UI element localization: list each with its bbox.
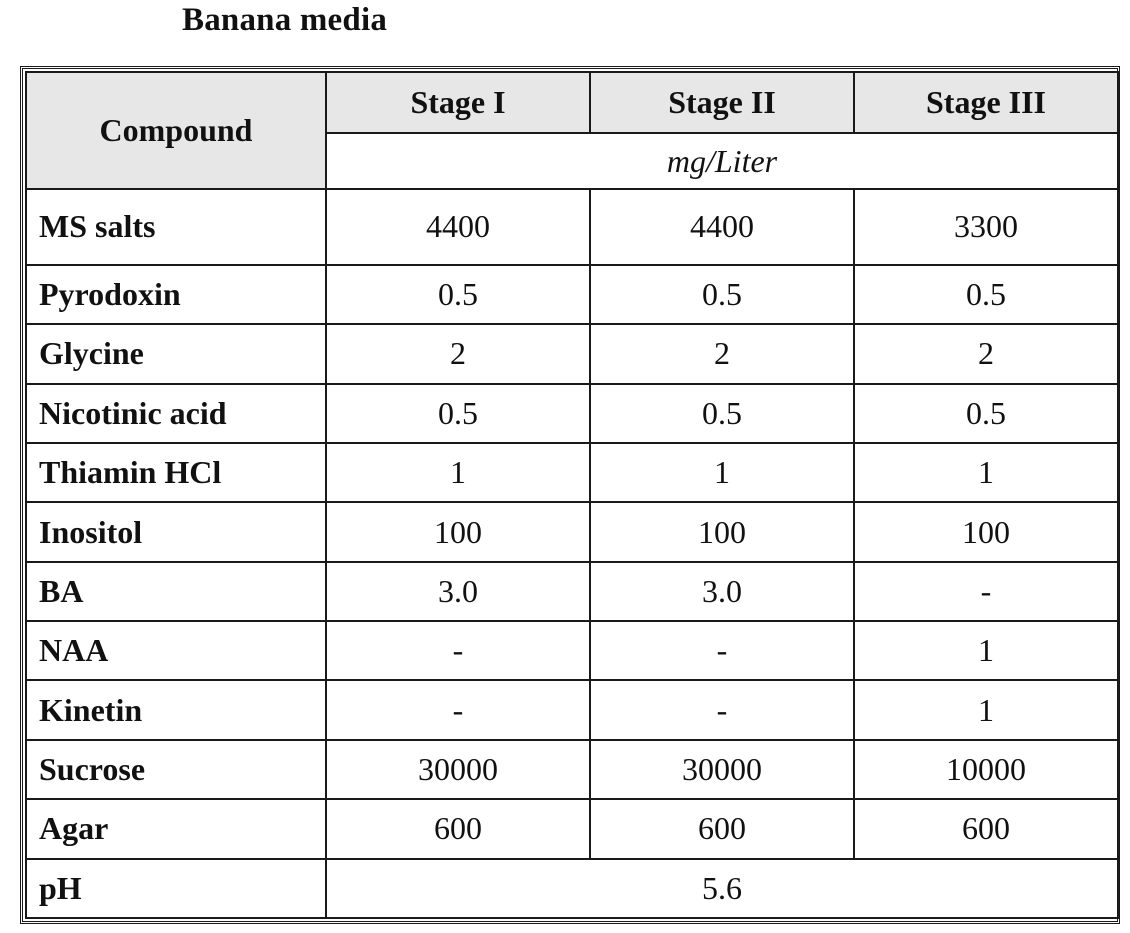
- stage-1-value: 0.5: [326, 265, 590, 324]
- stage-3-value: 0.5: [854, 384, 1118, 443]
- compound-name: Sucrose: [26, 740, 326, 799]
- stage-1-value: 2: [326, 324, 590, 383]
- ph-row: [26, 859, 1118, 918]
- stage-header-1: Stage I: [326, 72, 590, 133]
- compound-name: Kinetin: [26, 680, 326, 739]
- compound-name: NAA: [26, 621, 326, 680]
- stage-2-value: 100: [590, 502, 854, 561]
- stage-1-value: 100: [326, 502, 590, 561]
- compound-header: Compound: [26, 72, 326, 189]
- unit-label: mg/Liter: [326, 133, 1118, 188]
- stage-1-value: 3.0: [326, 562, 590, 621]
- stage-2-value: -: [590, 680, 854, 739]
- table-row: [26, 189, 1118, 265]
- header-row: [26, 72, 1118, 133]
- media-table-frame: [20, 66, 1120, 924]
- media-table-body: [26, 72, 1118, 918]
- stage-3-value: 10000: [854, 740, 1118, 799]
- stage-1-value: 600: [326, 799, 590, 858]
- ph-label: pH: [26, 859, 326, 918]
- document-title: Banana media: [182, 2, 388, 38]
- table-row: [26, 324, 1118, 383]
- stage-1-value: -: [326, 621, 590, 680]
- stage-2-value: 1: [590, 443, 854, 502]
- stage-3-value: 100: [854, 502, 1118, 561]
- stage-2-value: 3.0: [590, 562, 854, 621]
- stage-3-value: 3300: [854, 189, 1118, 265]
- table-row: [26, 562, 1118, 621]
- table-row: [26, 621, 1118, 680]
- compound-name: MS salts: [26, 189, 326, 265]
- stage-2-value: -: [590, 621, 854, 680]
- compound-name: BA: [26, 562, 326, 621]
- stage-1-value: 0.5: [326, 384, 590, 443]
- stage-3-value: 1: [854, 443, 1118, 502]
- table-row: [26, 265, 1118, 324]
- stage-3-value: 600: [854, 799, 1118, 858]
- table-row: [26, 799, 1118, 858]
- stage-3-value: 1: [854, 680, 1118, 739]
- compound-name: Nicotinic acid: [26, 384, 326, 443]
- stage-2-value: 4400: [590, 189, 854, 265]
- table-row: [26, 740, 1118, 799]
- stage-2-value: 0.5: [590, 265, 854, 324]
- stage-3-value: 1: [854, 621, 1118, 680]
- stage-2-value: 30000: [590, 740, 854, 799]
- compound-name: Thiamin HCl: [26, 443, 326, 502]
- compound-name: Glycine: [26, 324, 326, 383]
- stage-header-2: Stage II: [590, 72, 854, 133]
- stage-1-value: 1: [326, 443, 590, 502]
- ph-value: 5.6: [326, 859, 1118, 918]
- stage-2-value: 2: [590, 324, 854, 383]
- compound-name: Inositol: [26, 502, 326, 561]
- stage-2-value: 0.5: [590, 384, 854, 443]
- table-row: [26, 443, 1118, 502]
- table-row: [26, 502, 1118, 561]
- media-table: [25, 71, 1119, 919]
- stage-3-value: 0.5: [854, 265, 1118, 324]
- table-row: [26, 680, 1118, 739]
- stage-2-value: 600: [590, 799, 854, 858]
- stage-1-value: 4400: [326, 189, 590, 265]
- table-row: [26, 384, 1118, 443]
- compound-name: Agar: [26, 799, 326, 858]
- compound-name: Pyrodoxin: [26, 265, 326, 324]
- stage-header-3: Stage III: [854, 72, 1118, 133]
- stage-1-value: -: [326, 680, 590, 739]
- stage-3-value: -: [854, 562, 1118, 621]
- stage-3-value: 2: [854, 324, 1118, 383]
- stage-1-value: 30000: [326, 740, 590, 799]
